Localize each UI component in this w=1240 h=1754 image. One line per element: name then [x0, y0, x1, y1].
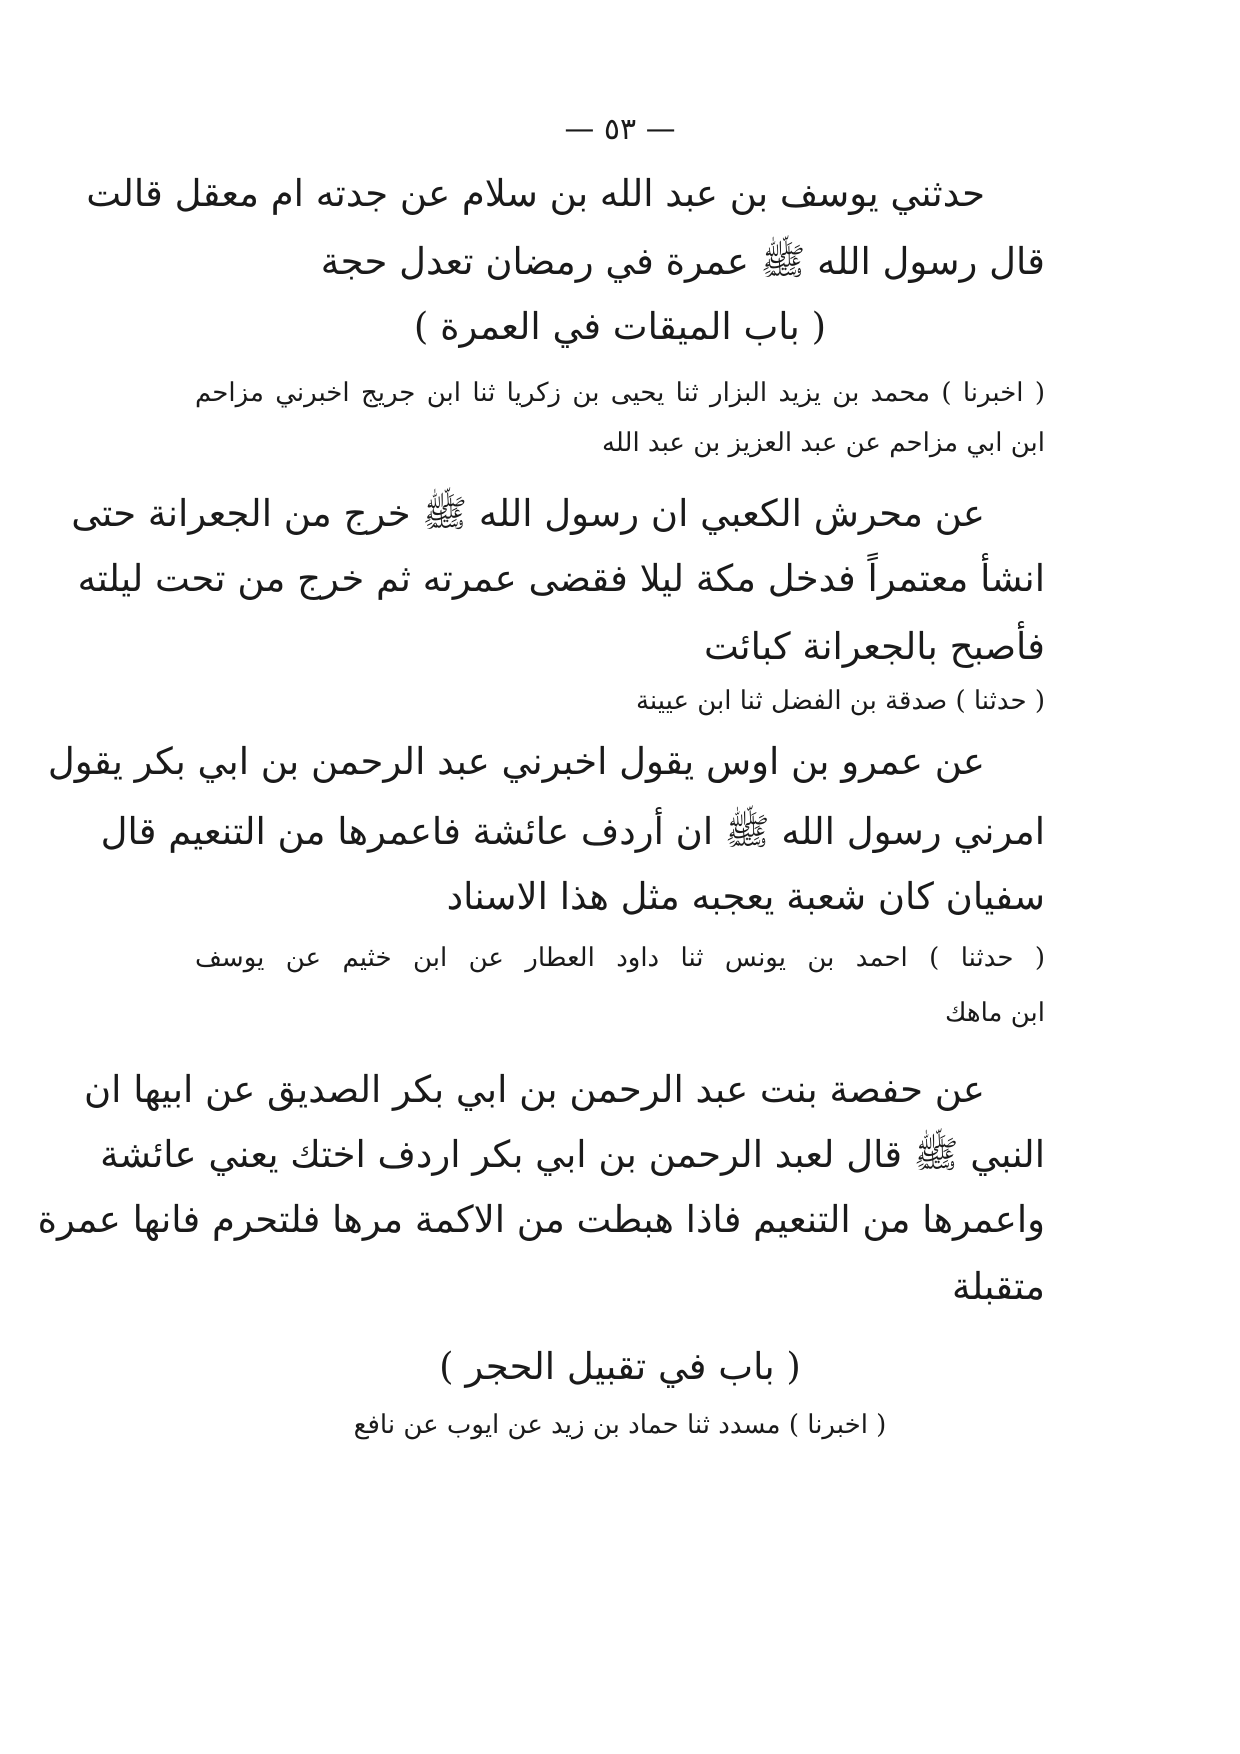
- text-line: فأصبح بالجعرانة كبائت: [703, 625, 1045, 668]
- text-line: حدثني يوسف بن عبد الله بن سلام عن جدته ام معقل قالت: [86, 172, 985, 215]
- isnad-line: ابن ماهك: [945, 998, 1045, 1028]
- text-line: واعمرها من التنعيم فاذا هبطت من الاكمة مرها فلتحرم فانها عمرة: [37, 1198, 1045, 1241]
- isnad-line: ( اخبرنا ) محمد بن يزيد البزار ثنا يحيى بن زكريا ثنا ابن جريج اخبرني مزاحم: [195, 378, 1045, 408]
- text-line: انشأ معتمراً فدخل مكة ليلا فقضى عمرته ثم خرج من تحت ليلته: [77, 557, 1045, 600]
- text-line: عن عمرو بن اوس يقول اخبرني عبد الرحمن بن ابي بكر يقول: [47, 740, 985, 783]
- text-line: سفيان كان شعبة يعجبه مثل هذا الاسناد: [446, 875, 1045, 918]
- isnad-line: ( حدثنا ) صدقة بن الفضل ثنا ابن عيينة: [635, 686, 1045, 716]
- isnad-line: ( حدثنا ) احمد بن يونس ثنا داود العطار عن ابن خثيم عن يوسف: [195, 943, 1045, 973]
- isnad-line: ( اخبرنا ) مسدد ثنا حماد بن زيد عن ايوب عن نافع: [353, 1410, 887, 1440]
- section-heading: ( باب الميقات في العمرة ): [413, 305, 827, 348]
- page-number: — ٥٣ —: [564, 112, 676, 147]
- text-line: امرني رسول الله ﷺ ان أردف عائشة فاعمرها من التنعيم قال: [100, 810, 1045, 853]
- text-line: عن محرش الكعبي ان رسول الله ﷺ خرج من الجعرانة حتى: [71, 492, 985, 535]
- text-line: النبي ﷺ قال لعبد الرحمن بن ابي بكر اردف اختك يعني عائشة: [100, 1133, 1045, 1176]
- text-line: قال رسول الله ﷺ عمرة في رمضان تعدل حجة: [320, 240, 1045, 283]
- section-heading: ( باب في تقبيل الحجر ): [439, 1345, 801, 1388]
- isnad-line: ابن ابي مزاحم عن عبد العزيز بن عبد الله: [601, 428, 1045, 458]
- text-line: متقبلة: [952, 1265, 1045, 1308]
- text-line: عن حفصة بنت عبد الرحمن بن ابي بكر الصديق عن ابيها ان: [84, 1068, 985, 1111]
